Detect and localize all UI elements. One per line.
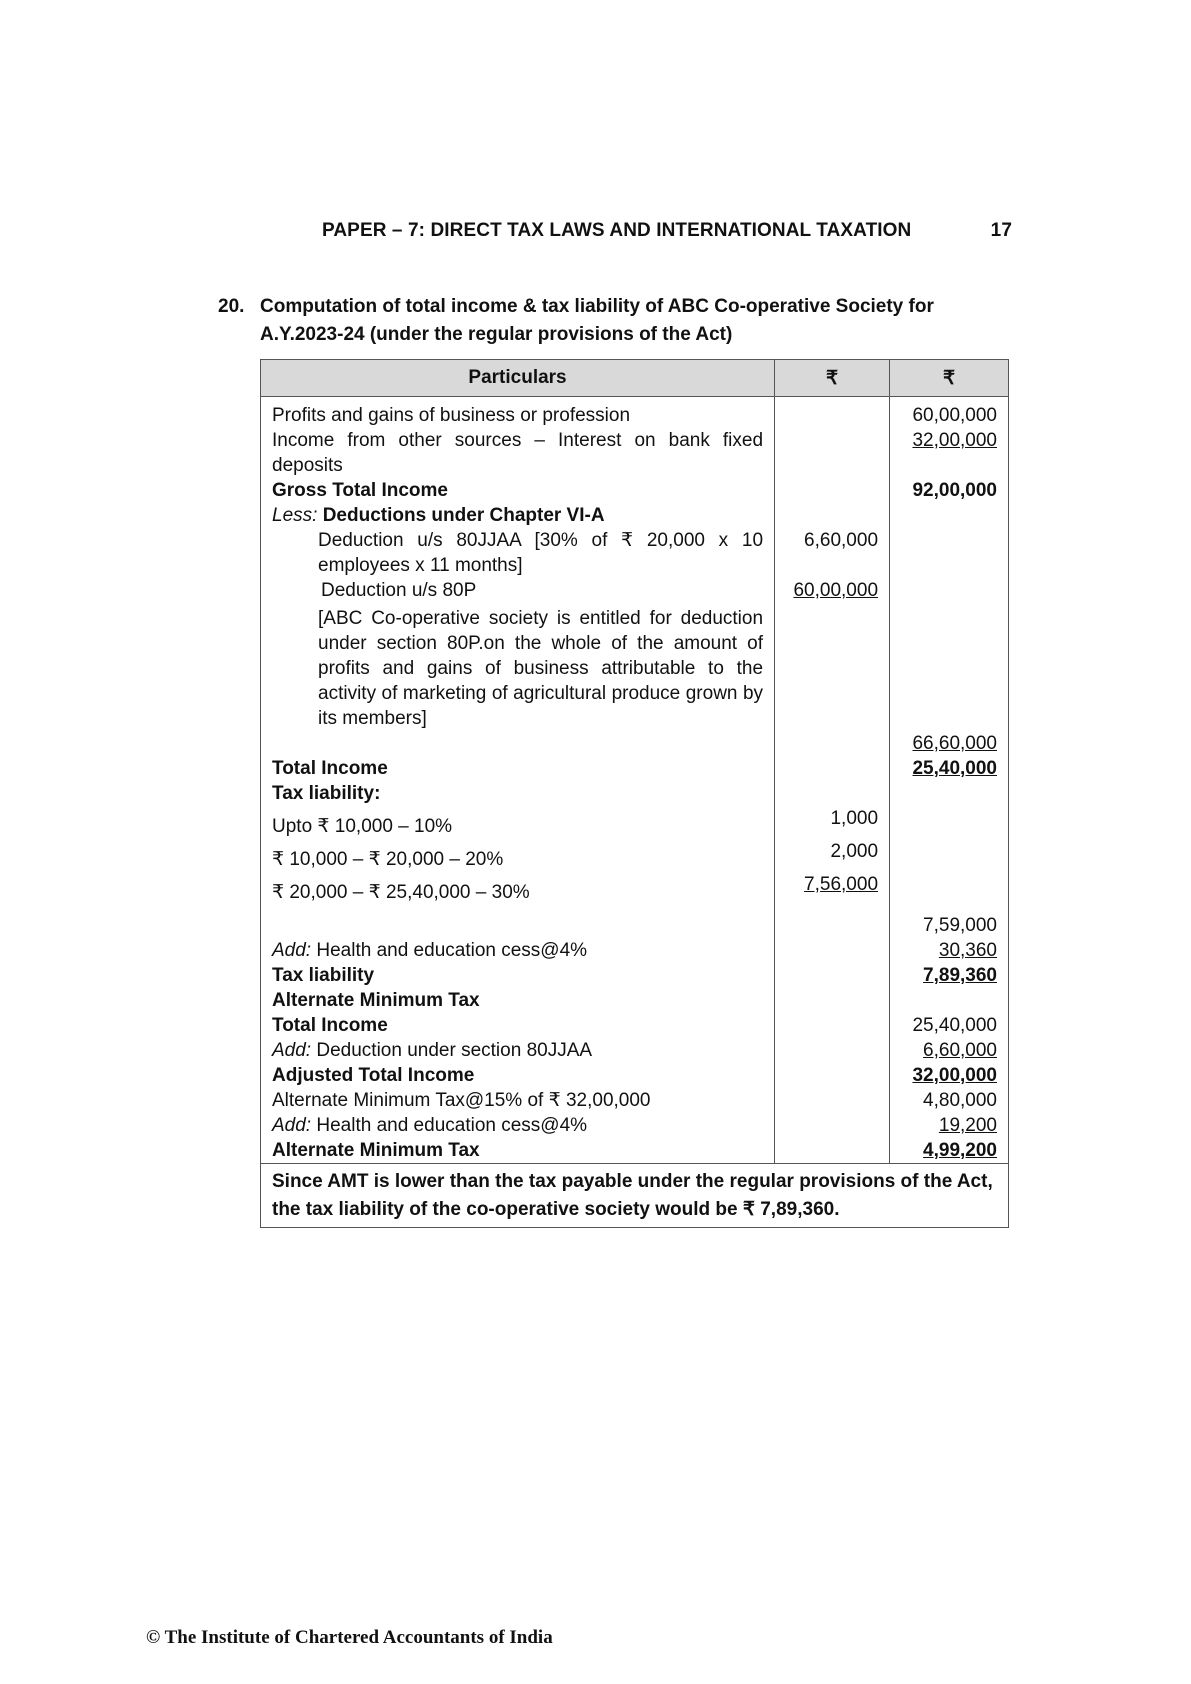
row-label: Tax liability: — [261, 781, 775, 806]
row-value: 66,60,000 — [890, 731, 1009, 756]
row-label: Total Income — [261, 756, 775, 781]
table-row — [261, 503, 1009, 528]
row-value: 6,60,000 — [890, 1038, 1009, 1063]
row-label: Profits and gains of business or profession — [261, 397, 775, 429]
table-row — [261, 988, 1009, 1013]
row-value: 4,99,200 — [890, 1138, 1009, 1164]
row-label: Add: Deduction under section 80JJAA — [261, 1038, 775, 1063]
row-value: 6,60,000 — [775, 528, 890, 578]
row-value: 32,00,000 — [890, 428, 1009, 478]
row-label: Total Income — [261, 1013, 775, 1038]
row-label: Less: Deductions under Chapter VI-A — [261, 503, 775, 528]
row-label: Alternate Minimum Tax — [261, 988, 775, 1013]
table-row — [261, 963, 1009, 988]
table-row — [261, 905, 1009, 938]
table-row — [261, 1088, 1009, 1113]
table-row — [261, 578, 1009, 731]
row-value: 32,00,000 — [890, 1063, 1009, 1088]
row-value: 4,80,000 — [890, 1088, 1009, 1113]
table-row — [261, 1038, 1009, 1063]
col-header-amount-2: ₹ — [890, 360, 1009, 397]
table-row — [261, 781, 1009, 806]
row-value: 1,000 — [775, 806, 890, 839]
row-value: 60,00,000 — [890, 397, 1009, 429]
row-label: Alternate Minimum Tax — [261, 1138, 775, 1164]
row-label: Adjusted Total Income — [261, 1063, 775, 1088]
row-label: Gross Total Income — [261, 478, 775, 503]
table-row — [261, 528, 1009, 578]
row-label: Upto ₹ 10,000 – 10% — [261, 806, 775, 839]
table-row — [261, 428, 1009, 478]
row-value: 60,00,000 — [775, 578, 890, 731]
row-value: 19,200 — [890, 1113, 1009, 1138]
question-title: Computation of total income & tax liability of ABC Co-operative Society for A.Y.2023-24 (under the regular provisions of the Act) — [260, 296, 934, 345]
table-row — [261, 872, 1009, 905]
conclusion-text: Since AMT is lower than the tax payable under the regular provisions of the Act, the tax liability of the co-operative society would be ₹ 7,89,360. — [261, 1164, 1009, 1228]
row-label: ₹ 20,000 – ₹ 25,40,000 – 30% — [261, 872, 775, 905]
row-label: Deduction u/s 80JJAA [30% of ₹ 20,000 x 10 employees x 11 months] — [261, 528, 775, 578]
row-label: Add: Health and education cess@4% — [261, 1113, 775, 1138]
col-header-particulars: Particulars — [261, 360, 775, 397]
table-row — [261, 397, 1009, 429]
deduction-80p-note: [ABC Co-operative society is entitled for deduction under section 80P.on the whole of the amount of profits and gains of business attributable to the activity of marketing of agricultural produce grown by its members] — [318, 608, 764, 729]
row-value: 7,56,000 — [775, 872, 890, 905]
row-value: 25,40,000 — [890, 756, 1009, 781]
table-row — [261, 756, 1009, 781]
table-row — [261, 731, 1009, 756]
row-value: 92,00,000 — [890, 478, 1009, 503]
table-row — [261, 1013, 1009, 1038]
table-row — [261, 478, 1009, 503]
row-value: 25,40,000 — [890, 1013, 1009, 1038]
row-label: ₹ 10,000 – ₹ 20,000 – 20% — [261, 839, 775, 872]
table-row — [261, 938, 1009, 963]
copyright-footer: © The Institute of Chartered Accountants of India — [146, 1627, 553, 1648]
table-header-row — [261, 360, 1009, 397]
table-row — [261, 1063, 1009, 1088]
row-value: 2,000 — [775, 839, 890, 872]
table-row — [261, 1138, 1009, 1164]
row-value: 30,360 — [890, 938, 1009, 963]
table-row — [261, 1113, 1009, 1138]
row-label: Alternate Minimum Tax@15% of ₹ 32,00,000 — [261, 1088, 775, 1113]
deduction-80p-label: Deduction u/s 80P — [321, 580, 477, 601]
table-row — [261, 806, 1009, 839]
table-row — [261, 839, 1009, 872]
conclusion-row — [261, 1164, 1009, 1228]
computation-table — [260, 359, 1009, 1228]
row-label — [261, 578, 775, 731]
page-number: 17 — [990, 220, 1012, 241]
row-label: Add: Health and education cess@4% — [261, 938, 775, 963]
row-label: Income from other sources – Interest on bank fixed deposits — [261, 428, 775, 478]
row-label: Tax liability — [261, 963, 775, 988]
question-number: 20. — [218, 296, 245, 317]
col-header-amount-1: ₹ — [775, 360, 890, 397]
paper-title: PAPER – 7: DIRECT TAX LAWS AND INTERNATIONAL TAXATION — [322, 220, 912, 241]
row-value: 7,89,360 — [890, 963, 1009, 988]
row-value: 7,59,000 — [890, 905, 1009, 938]
